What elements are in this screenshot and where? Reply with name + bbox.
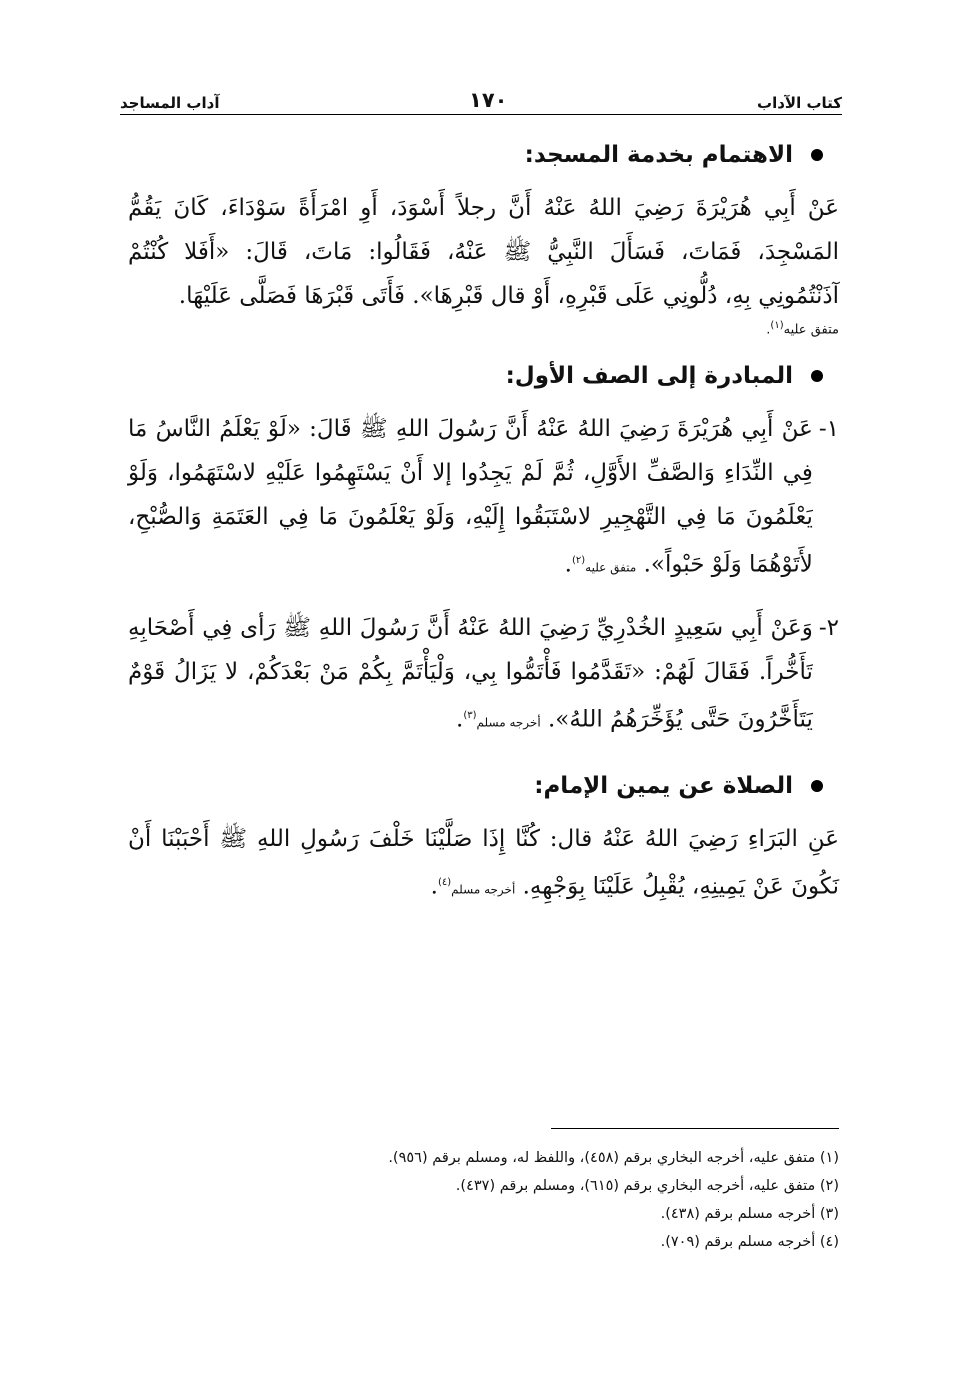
header-chapter-title: آداب المساجد — [120, 94, 220, 112]
hadith-text: عَنْ أَبِي هُرَيْرَةَ رَضِيَ اللهُ عَنْهُ أَنَّ رَسُولَ اللهِ ﷺ قَالَ: «لَوْ يَعْلَمُ النَّاسُ مَا فِي النِّدَاءِ وَالصَّفِّ الأَوَّلِ، ثُمَّ لَمْ يَجِدُوا إلا أَنْ يَسْتَهِمُوا عَلَيْهِ لاسْتَهَمُوا، وَلَوْ يَعْلَمُونَ مَا فِي التَّهْجِيرِ لاسْتَبَقُوا إِلَيْهِ، وَلَوْ يَعْلَمُونَ مَا فِي العَتَمَةِ وَالصُّبْحِ، لأَتَوْهُمَا وَلَوْ حَبْواً». متفق عليه$^{(٢)}$. — [128, 416, 813, 578]
hadith-text: عَنْ أَبِي هُرَيْرَةَ رَضِيَ اللهُ عَنْهُ أَنَّ رجلاً أَسْوَدَ، أَوِ امْرَأَةً سَوْدَاءَ، كَانَ يَقُمُّ المَسْجِدَ، فَمَاتَ، فَسَأَلَ النَّبِيُّ ﷺ عَنْهُ، فَقَالُوا: مَاتَ، قَالَ: «أَفَلا كُنْتُمْ آذَنْتُمُونِي بِهِ، دُلُّونِي عَلَى قَبْرِهِ، أَوْ قال قَبْرِهَا». فَأَتَى قَبْرَهَا فَصَلَّى عَلَيْهَا. — [128, 195, 839, 309]
source-label: متفق عليه — [783, 322, 839, 338]
footnote: (٢) متفق عليه، أخرجه البخاري برقم (٦١٥)، ومسلم برقم (٤٣٧). — [455, 1178, 839, 1194]
bullet-icon — [811, 149, 823, 161]
footnote-ref: (١) — [770, 320, 784, 331]
header-rule — [120, 114, 842, 115]
item-number: ١- — [818, 416, 839, 443]
footnote-ref: (٣) — [463, 709, 477, 721]
hadith-text: وَعَنْ أَبِي سَعِيدٍ الخُدْرِيِّ رَضِيَ اللهُ عَنْهُ أَنَّ رَسُولَ اللهِ ﷺ رَأى فِي أَصْحَابِهِ تَأَخُّراً. فَقَالَ لَهُمْ: «تَقَدَّمُوا فَأْتَمُّوا بِي، وَلْيَأْتَمَّ بِكُمْ مَنْ بَعْدَكُمْ، لا يَزَالُ قَوْمٌ يَتَأَخَّرُونَ حَتَّى يُؤَخِّرَهُمُ اللهُ». أخرجه مسلم$^{(٣)}$. — [128, 614, 813, 733]
page-number: ١٧٠ — [469, 88, 508, 112]
item-number: ٢- — [818, 614, 839, 641]
header-book-title: كتاب الآداب — [757, 94, 842, 112]
bullet-icon — [811, 780, 823, 792]
section-heading — [128, 773, 839, 799]
hadith-body: عَنِ البَرَاءِ رَضِيَ اللهُ عَنْهُ قال: كُنَّا إِذَا صَلَّيْنَا خَلْفَ رَسُولِ اللهِ ﷺ أَحْبَبْنَا أَنْ نَكُونَ عَنْ يَمِينِهِ، يُقْبِلُ عَلَيْنَا بِوَجْهِهِ. — [128, 825, 839, 900]
footnote: (١) متفق عليه، أخرجه البخاري برقم (٤٥٨)، واللفظ له، ومسلم برقم (٩٥٦). — [388, 1150, 839, 1166]
source-label: متفق عليه — [585, 560, 637, 575]
section-heading — [128, 363, 839, 389]
footnote: (٤) أخرجه مسلم برقم (٧٠٩). — [660, 1234, 839, 1250]
numbered-hadith — [128, 606, 839, 745]
source-label: أخرجه مسلم — [451, 882, 516, 897]
source-label: أخرجه مسلم — [476, 715, 541, 730]
section-heading-text: الاهتمام بخدمة المسجد: — [524, 142, 793, 168]
section-heading — [128, 142, 839, 168]
footnote-rule — [551, 1128, 839, 1129]
footnote-ref: (٢) — [571, 555, 586, 567]
footnotes — [128, 1144, 839, 1256]
page-body — [128, 142, 839, 911]
footnote-ref: (٤) — [437, 876, 452, 888]
bullet-icon — [811, 370, 823, 382]
hadith-source: متفق عليه$^{(١)}$. — [766, 320, 839, 338]
hadith-body: وَعَنْ أَبِي سَعِيدٍ الخُدْرِيِّ رَضِيَ اللهُ عَنْهُ أَنَّ رَسُولَ اللهِ ﷺ رَأى فِي أَصْحَابِهِ تَأَخُّراً. فَقَالَ لَهُمْ: «تَقَدَّمُوا فَأْتَمُّوا بِي، وَلْيَأْتَمَّ بِكُمْ مَنْ بَعْدَكُمْ، لا يَزَالُ قَوْمٌ يَتَأَخَّرُونَ حَتَّى يُؤَخِّرَهُمُ اللهُ». — [128, 614, 813, 733]
section-heading-text: المبادرة إلى الصف الأول: — [505, 363, 793, 390]
hadith-body: عَنْ أَبِي هُرَيْرَةَ رَضِيَ اللهُ عَنْهُ أَنَّ رَسُولَ اللهِ ﷺ قَالَ: «لَوْ يَعْلَمُ النَّاسُ مَا فِي النِّدَاءِ وَالصَّفِّ الأَوَّلِ، ثُمَّ لَمْ يَجِدُوا إلا أَنْ يَسْتَهِمُوا عَلَيْهِ لاسْتَهَمُوا، وَلَوْ يَعْلَمُونَ مَا فِي التَّهْجِيرِ لاسْتَبَقُوا إِلَيْهِ، وَلَوْ يَعْلَمُونَ مَا فِي العَتَمَةِ وَالصُّبْحِ، لأَتَوْهُمَا وَلَوْ حَبْواً». — [128, 416, 813, 578]
hadith-text: عَنِ البَرَاءِ رَضِيَ اللهُ عَنْهُ قال: كُنَّا إِذَا صَلَّيْنَا خَلْفَ رَسُولِ اللهِ ﷺ أَحْبَبْنَا أَنْ نَكُونَ عَنْ يَمِينِهِ، يُقْبِلُ عَلَيْنَا بِوَجْهِهِ. أخرجه مسلم$^{(٤)}$. — [128, 825, 839, 900]
running-header — [120, 82, 842, 112]
numbered-hadith — [128, 407, 839, 590]
section-heading-text: الصلاة عن يمين الإمام: — [534, 772, 793, 799]
footnote: (٣) أخرجه مسلم برقم (٤٣٨). — [660, 1206, 839, 1222]
